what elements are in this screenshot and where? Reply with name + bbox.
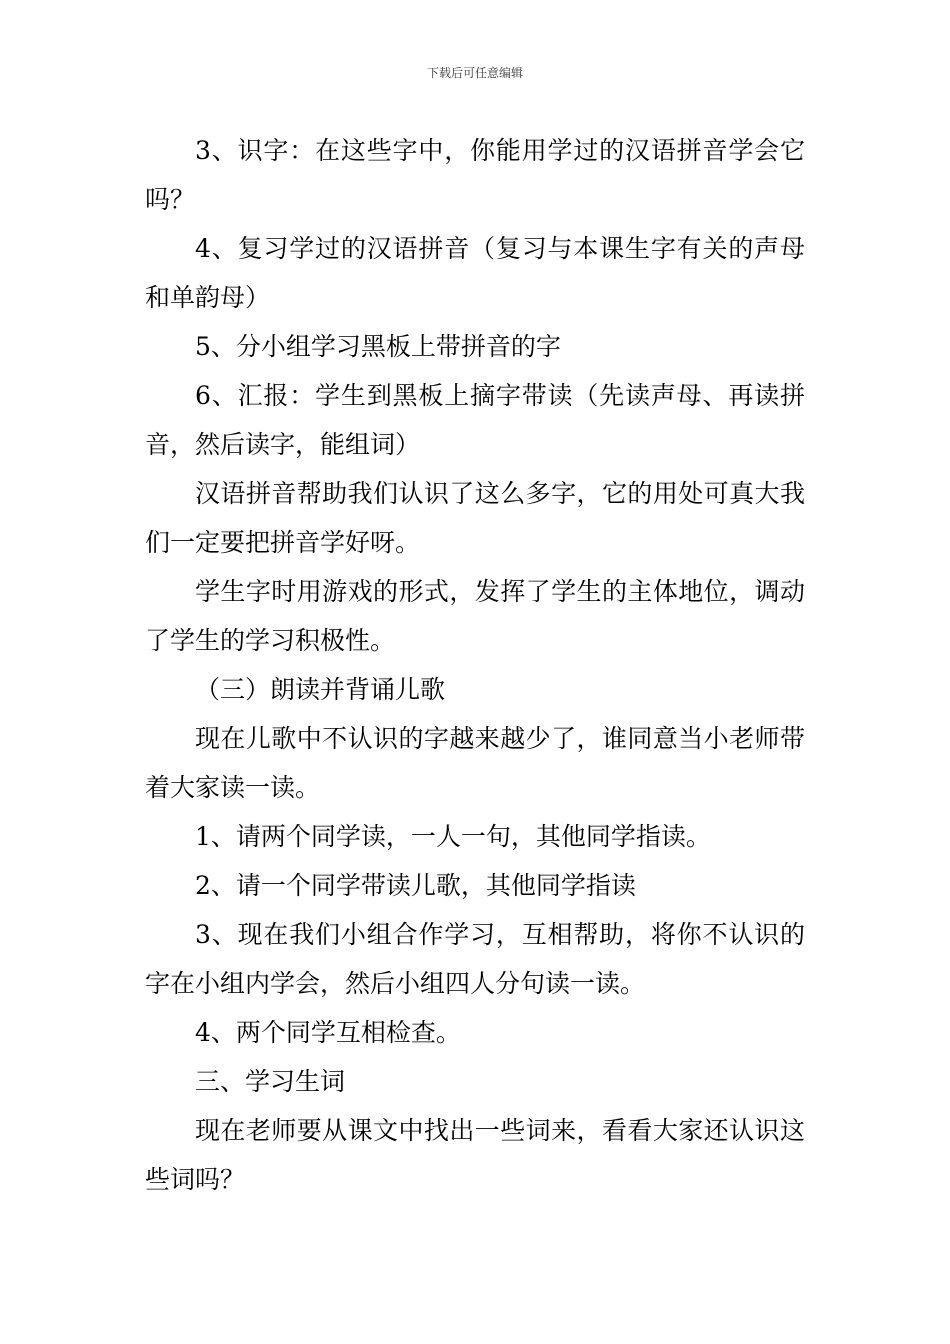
section-heading-recite: （三）朗读并背诵儿歌 xyxy=(195,675,446,704)
paragraph-vocabulary-intro: 现在老师要从课文中找出一些词来，看看大家还认识这些词吗？ xyxy=(145,1116,805,1194)
paragraph-step-5-group: 5、分小组学习黑板上带拼音的字 xyxy=(195,332,561,361)
paragraph-game-reflection: 学生字时用游戏的形式，发挥了学生的主体地位，调动了学生的学习积极性。 xyxy=(145,577,805,655)
paragraph-step-3-literacy: 3、识字：在这些字中，你能用学过的汉语拼音学会它吗？ xyxy=(145,136,805,214)
paragraph-read-step-3: 3、现在我们小组合作学习，互相帮助，将你不认识的字在小组内学会，然后小组四人分句读一读。 xyxy=(145,920,805,998)
paragraph-step-4-review: 4、复习学过的汉语拼音（复习与本课生字有关的声母和单韵母） xyxy=(145,234,805,312)
paragraph-step-6-report: 6、汇报：学生到黑板上摘字带读（先读声母、再读拼音，然后读字，能组词） xyxy=(145,381,805,459)
section-heading-vocabulary: 三、学习生词 xyxy=(195,1067,346,1096)
paragraph-little-teacher: 现在儿歌中不认识的字越来越少了，谁同意当小老师带着大家读一读。 xyxy=(145,724,805,802)
document-body xyxy=(145,126,805,1204)
paragraph-read-step-2: 2、请一个同学带读儿歌，其他同学指读 xyxy=(195,871,636,900)
page-header: 下载后可任意编辑 xyxy=(426,66,523,80)
paragraph-pinyin-summary: 汉语拼音帮助我们认识了这么多字，它的用处可真大我们一定要把拼音学好呀。 xyxy=(145,479,805,557)
paragraph-read-step-4: 4、两个同学互相检查。 xyxy=(195,1018,461,1047)
paragraph-read-step-1: 1、请两个同学读，一人一句，其他同学指读。 xyxy=(195,822,711,851)
